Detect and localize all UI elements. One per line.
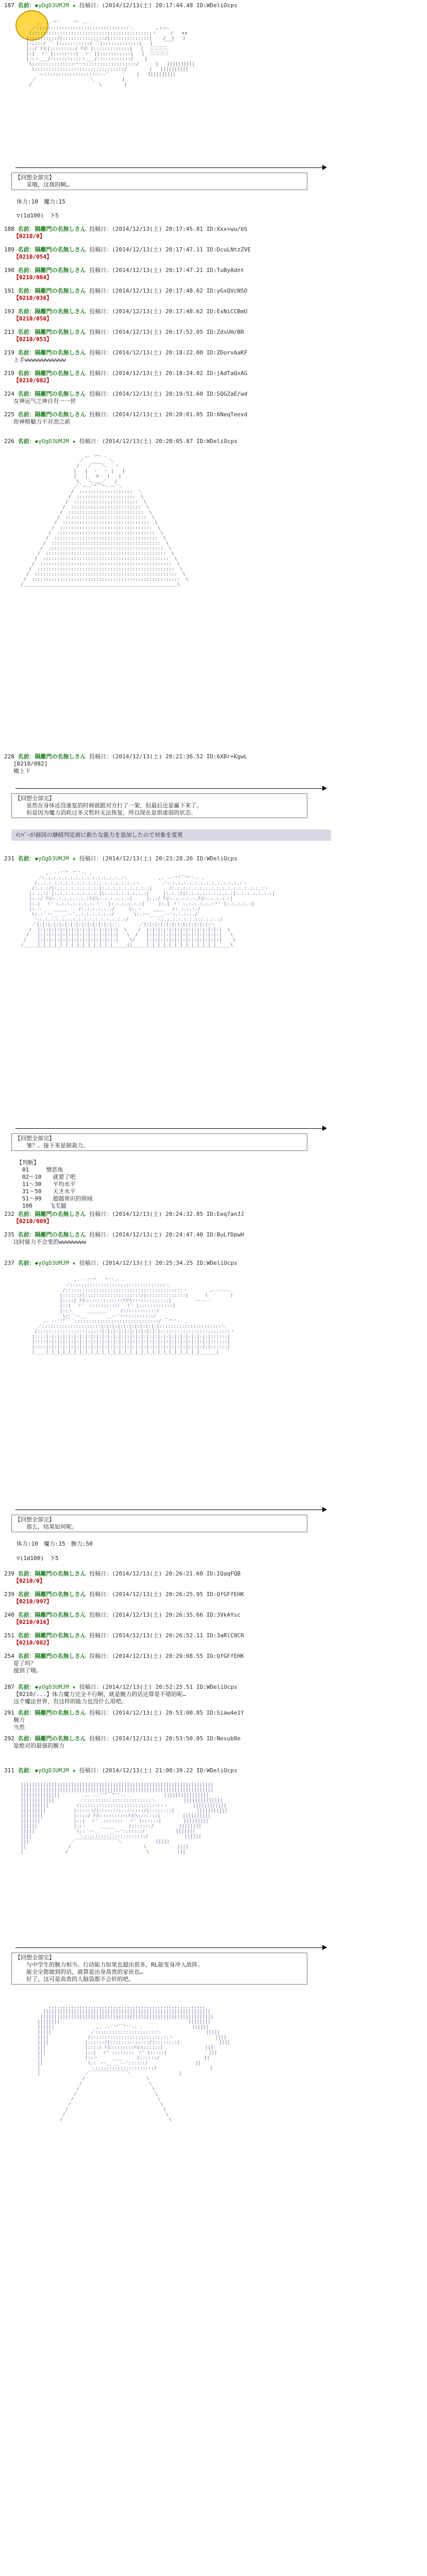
reply-post: 225 名前：隔離門の名無しさん 投稿日：(2014/12/13(土) 20:20:01.05 ID:6NeqTeevd 你神格魅力不对劲之前 <box>4 411 248 425</box>
divider-line <box>15 1128 325 1129</box>
judge-table: 【判断】 01 憎恶角 02～10 就要了吧 11～30 平均水平 31～50 天才水平 51～99 超越常识的领域 100 飞毛腿 <box>17 1159 93 1209</box>
post-header: 231 名前：◆yOgD3UMJM ★ 投稿日：(2014/12/13(土) 20:23:28.26 ID:WDeliOcps <box>4 855 238 862</box>
reply-post: 219 名前：隔離門の名無しさん 投稿日：(2014/12/13(土) 20:18:24.02 ID:jAdTaQxAG 【0210/082】 <box>4 370 248 384</box>
ascii-art: ||||||||||||||||||||||||||||||||||||||||||||||||||||||||||||||||||||| ||||||||||||||||||||||||||||||||||||||||||||||||||||||||||||||||||||| |||||||||||||| ,. -‐''"￣"''‐- 、 |||||||||||||||| |||||||||||| ／::::::::::::::::::::::::＼ |||||||||||||| |||||||||| /::::::::::::::::::::::::::::::ヽ |||||||||||| ||||||||| |::::::/|::::::::::::::::/|::::::::| ||||||||||| |||||||| |::::/ ﾃ示::::::::::ﾃ示\:::::::| |||||||||| ||||||| |::| ゞ' ::::::: ゞ' |::::::| ||||||||| |||||| |::ヽ _____ /:::::::/ |||||||| ||||| \::｀ｰ-__ __-‐':::::::/ ||||||| |||| ＼::::::::::::::::::::::/ |||||| ||| ／￣￣￣￣￣￣￣￣￣＼ ||||| || / \ |||| | / \ ||| <box>21 1783 227 1855</box>
ascii-art: ,,,,,,,,,,,,,,,,,,,,,,,,,,,,,,,,,,,,,,,,,,,,,,,,,,,,,,,, |||||||||||||||||||||||||||||||||||||||||||||||||||||||||||| |||||||||||||||||||||||||||||||||||||||||||||||||||||||||||||| |||||||| |||||||| |||||| ,. -‐''"￣"''‐- 、 |||||| ||||| ／::::::::::::::::::::::＼ ||||| |||| /::::::::::::::::::::::::::::ヽ |||| |||| |::::::/|::::::::::::::/|::::::::| |||| ||| |::::/ ﾃ示::::::::ﾃ示\::::::| ||| ||| |::| ゞ' :::::::: ゞ' |:::::| ||| || |::ヽ ____ /::::::/ || || \::｀ｰ-__ __-‐'::::::/ || | ＼:::::::::::::::::::::/ | | ／￣￣￣￣￣￣￣￣＼ | / \ / \ / \ / \ / \ / \ / \ / \ / \ <box>37 2004 231 2123</box>
narration-box: 【回想全部完】 虽然在身体还没康复的时候就跟对方打了一架，但最后还是赢下来了。 但是因为魔力消耗过多又暂时无法恢复，所以现在是很虚弱的状态。 <box>11 793 307 818</box>
reply-post: 254 名前：隔離門の名無しさん 投稿日：(2014/12/13(土) 20:29:08.55 ID:QfGFfEHK 是了吗？ 提到了哦。 <box>4 1653 244 1674</box>
post-header: 287 名前：◆yOgD3UMJM ★ 投稿日：(2014/12/13(土) 20:52:25.51 ID:WDeliOcps 【0210/...】体力魔力完全不行啊、就是腕力的话还算是不错的呢… 这个魔法世界，有这样的能力也没什么用吧。 <box>4 1684 238 1705</box>
post-header: 226 名前：◆yOgD3UMJM ★ 投稿日：(2014/12/13(土) 20:20:05.87 ID:WDeliOcps <box>4 438 238 445</box>
dice-prompt: ▽(1d100) 下5 <box>17 1555 59 1562</box>
reply-post: 291 名前：隔離門の名無しさん 投稿日：(2014/12/13(土) 20:53:00.85 ID:Siaw4e1Y 腕力 当然 <box>4 1709 244 1731</box>
reply-post: 191 名前：隔離門の名無しさん 投稿日：(2014/12/13(土) 20:17:48.62 ID:yGxQVcNSO 【0210/036】 <box>4 287 248 301</box>
reply-post: 213 名前：隔離門の名無しさん 投稿日：(2014/12/13(土) 20:17:52.05 ID:ZdsUH/BR 【0210/053】 <box>4 329 244 343</box>
divider-line <box>15 1947 325 1948</box>
arrow-icon <box>322 165 327 170</box>
post-header: 311 名前：◆yOgD3UMJM ★ 投稿日：(2014/12/13(土) 21:00:39.22 ID:WDeliOcps <box>4 1767 238 1774</box>
arrow-icon <box>322 1126 327 1131</box>
narration-box: 【回想全部完】 雏？。接下来是制裁力。 <box>11 1133 307 1151</box>
stat-line: 体力:10 魔力:15 <box>17 198 65 205</box>
ascii-art: ,. -‐'"´￣￣｀"' ‐- 、 ／:::::::::::::::::::::::::::::::::＼ ,ィ―-、 /:::::::::::::::::::::::::::::::::::::::::::ヽ / ∧∧ |::::::::::/|:::::::::::::::/|::::::::::::::| / ( ) |:::::/ ￣ |:::::::::::/ ￣|:::::::::::::| | ￣￣ |::/ ﾃ示|:::::::::/ ﾃ示 |:::::::::::::| | 三三三三 |:| ゞ' |::::::::| ゞ' ||:::::::::::| | 三三三三 |::ヽ___/:::::::::::ヽ___/::::::::::::/ | \:::::::::::::::ー一:::::::::::::::::::/ | |||||||||| \::::::::::::::::::::::::::::::::/ | |||||||||| ｀ｰ-::::::::::::::::::::-‐' | |||||||||| ／ ＼ | / \ | <box>26 21 195 88</box>
ascii-art: ,. -‐''"￣￣"''‐- 、 ／::::::::::::::::::::::::::::::::::＼ /::::::::::::::::::::::::::::::::::::::::::ヽ ,-‐‐‐‐-、 |::::::/|::::::::::::::::::::/|::::::::::::::| ( ) |::::/ ﾃ示:::::::::::::ﾃ示\:::::::::::::| ｀ｰ‐‐‐‐´ |::| ゞ' ::::::::::: ゞ' |::::::::::::| |::ヽ _______ /::::::::::::/ \::｀ｰ-__ __-‐'::::::::::::/ ,. -‐''"￣ ＼:::::::::::::::::::::::::::::/ ￣"''‐- 、 ／:::::::::::::::::::::|:|:|:|:|:|:|:|:|:|:|::::::::::::::::::::::＼ /:::::::::::::::::::::::|:|:|:|:|:|:|:|:|:|:|:::::::::::::::::::::::::ヽ |::::|:|:|:|:|:|:|:|:|:|:|:|:|:|:|:|:|:|:|:|:|:|:|:|:|:|:|:|:|:|::::::| |::::|:|:|:|:|:|:|:|:|:|:|:|:|:|:|:|:|:|:|:|:|:|:|:|:|:|:|:|:|:|::::::| |::::|:|:|:|:|:|:|:|:|:|:|:|:|:|:|:|:|:|:|:|:|:|:|:|:|:|:|:|:|:|::::::| |____|_|_|_|_|_|_|_|_|_|_|_|_|_|_|_|_|_|_|_|_|_|_|_|_|_|_|_|______| <box>31 1278 235 1355</box>
post-header: 237 名前：◆yOgD3UMJM ★ 投稿日：(2014/12/13(土) 20:25:34.25 ID:WDeliOcps <box>4 1260 238 1266</box>
dice-prompt: ▽(1d100) 下5 <box>17 212 59 219</box>
reply-post: 235 名前：隔離門の名無しさん 投稿日：(2014/12/13(土) 20:24:47.40 ID:BuLfDpwH 这时能力不会变的wwwwwwww <box>4 1231 244 1245</box>
reply-post: 224 名前：隔離門の名無しさん 投稿日：(2014/12/13(土) 20:19:51.60 ID:SQGZaE/wd 女神运气之神自有一一世 <box>4 391 248 404</box>
narration-box: 【回想全部完】 那么，结果如何呢。 <box>11 1515 307 1532</box>
reply-post: 188 名前：隔離門の名無しさん 投稿日：(2014/12/13(土) 20:17:45.81 ID:Xxx+wu/bS 【0210/0】 <box>4 226 248 240</box>
narration-box: 【回想全部完】 采哦，这我的啊… <box>11 173 307 190</box>
post-header: 187 名前：◆yOgD3UMJM ★ 投稿日：(2014/12/13(土) 20:17:44.48 ID:WDeliOcps <box>4 2 238 9</box>
reply-post: 292 名前：隔離門の名無しさん 投稿日：(2014/12/13(土) 20:53:50.05 ID:Nesub8e 是绝对的最强的腕力 <box>4 1735 241 1749</box>
reply-post: 232 名前：隔離門の名無しさん 投稿日：(2014/12/13(土) 20:24:32.85 ID:Eeq7anJJ 【0210/009】 <box>4 1211 244 1225</box>
reply-post: 239 名前：隔離門の名無しさん 投稿日：(2014/12/13(土) 20:26:25.95 ID:QfGFfEHK 【0210/097】 <box>4 1591 244 1605</box>
ascii-art: ,. -‐''"￣"''‐- 、 ／:.:.:.:.:.:.:.:.:.:.:.:.:.:.:＼ ,. -‐''"￣"''‐- 、 /:.:.:.:.:.:.:.:.:.:.:.:.:.:.:.:.:.:ヽ ／:.:.:.:.:.:.:.:.:.:.:.:.:.:＼ /:.:.:/|:.:.:.:.:.:.:.:.|:.:.:.:.:.:.:.:.:| /:.:.:.:.:.:.:.:.:.:.:.:.:.:.:.:.:ヽ |:.:.:/ |:.:.:.:.:.:.:.:.|\:.:.:.:.:.:.:.:| |:.:.:/|:.:.:.:.:.:.:.:.:|:.:.:.:.:.:.:| |:.:/ ﾃ示:.:.:.:.:.:.:ﾃ示\:.:.:.:.:.:| |:.:/ ﾃ示:.:.:.:.:.ﾃ示:.:.:.:.:| |:.| ゞ' :.:.:.:.:.:.:.ゞ' |:.:.:.:.:.:| |:.| ゞ' :.:.:.:.:.:ゞ' |:.:.:.:.:| |:.ヽ _____ /:.:.:.:.:.:/ |:.ヽ ____ /:.:.:.:./ \:.:｀ｰ-__ __-‐':.:.:.:.:.:.:/ \:.:ｰ-__ __-‐':.:.:.:./ ＼:.:.:.:.:.:.:.:.:.:.:.:.:.:.:.:/ ＼:.:.:.:.:.:.:.:.:.:.:/ ／|:|:|:|:|:|:|:|:|:|:|:|:|:|:＼ ／|:|:|:|:|:|:|:|:|:|:|:|:＼ / |:|:|:|:|:|:|:|:|:|:|:|:|:|:| \ / |:|:|:|:|:|:|:|:|:|:|:|:|:| \ / |:|:|:|:|:|:|:|:|:|:|:|:|:|:| \ / |:|:|:|:|:|:|:|:|:|:|:|:|:| \ / |:|:|:|:|:|:|:|:|:|:|:|:|:|:| \/ |:|:|:|:|:|:|:|:|:|:|:|:|:| \ /_____|_|_|_|_|_|_|_|_|_|_|_|_|_|_____||_____|_|_|_|_|_|_|_|_|_|_|_|_|_____\ <box>21 871 275 948</box>
reply-post: 189 名前：隔離門の名無しさん 投稿日：(2014/12/13(土) 20:17:47.11 ID:DcuLNtzZVE 【0210/054】 <box>4 246 251 260</box>
divider-line <box>15 788 325 789</box>
reply-post: 190 名前：隔離門の名無しさん 投稿日：(2014/12/13(土) 20:17:47.21 ID:TuByAdnt 【0210/004】 <box>4 267 244 281</box>
ascii-art: ,. -―- 、 ／ ＼ / ／￣￣＼ ヽ | | ・ ・ | | | | ▽ | | \ ＼＿＿／ / ／｀ｰ-‐'"￣"'‐-ｰ´＼ / ::::::::::::::::::: ＼ / ::::::::::::::::::::: \ / ::::::::::::::::::::::: \ / ::::::::::::::::::::::::: \ / ::::::::::::::::::::::::::: \ / ::::::::::::::::::::::::::::: \ / ::::::::::::::::::::::::::::::: \ / ::::::::::::::::::::::::::::::::: \ / ::::::::::::::::::::::::::::::::::: \ / ::::::::::::::::::::::::::::::::::::: \ / ::::::::::::::::::::::::::::::::::::::: \ / ::::::::::::::::::::::::::::::::::::::::: \ / ::::::::::::::::::::::::::::::::::::::::::: \ / ::::::::::::::::::::::::::::::::::::::::::::: \ / ::::::::::::::::::::::::::::::::::::::::::::::: \ / ::::::::::::::::::::::::::::::::::::::::::::::::: \ / ::::::::::::::::::::::::::::::::::::::::::::::::::: \ / ::::::::::::::::::::::::::::::::::::::::::::::::::::: \ /_______________________________________________________\ <box>21 453 189 587</box>
reply-post: 251 名前：隔離門の名無しさん 投稿日：(2014/12/13(土) 20:26:52.11 ID:3aRlC8CR 【0210/082】 <box>4 1632 244 1646</box>
reply-post: 193 名前：隔離門の名無しさん 投稿日：(2014/12/13(土) 20:17:48.62 ID:ExNiCCBmU 【0210/050】 <box>4 308 248 322</box>
arrow-icon <box>322 786 327 791</box>
system-note: ﾒﾝﾊﾞｰが前回の継続判定前に新たな能力を追加したので対象を変更 <box>15 832 183 838</box>
stat-line: 体力:10 魔力:15 腕力:50 <box>17 1540 93 1547</box>
reply-post: 219 名前：隔離門の名無しさん 投稿日：(2014/12/13(土) 20:18:22.00 ID:ZDorvAaKF 上手wwwwwwwwwwww <box>4 349 248 363</box>
narration-box: 【回想全部完】 与中学生的腕力相当。行动能力如果也超出很多，RL能变身冲入敌阵。 能全全都做到的话，就算是出身高贵的家伙也… 好了，这可是高贵的人脑袋都不会转的吧。 <box>11 1953 307 1985</box>
arrow-icon <box>322 1945 327 1950</box>
reply-post: 228 名前：隔離門の名無しさん 投稿日：(2014/12/13(土) 20:21:36.52 ID:6XBr+KgwL [0210/082] 橄上下 <box>4 753 248 774</box>
reply-post: 240 名前：隔離門の名無しさん 投稿日：(2014/12/13(土) 20:26:35.66 ID:3VkAYsc 【0210/016】 <box>4 1612 241 1625</box>
divider-line <box>15 167 325 168</box>
arrow-icon <box>322 1507 327 1512</box>
reply-post: 239 名前：隔離門の名無しさん 投稿日：(2014/12/13(土) 20:26:21.60 ID:IQaqFQB 【0210/0】 <box>4 1570 241 1584</box>
